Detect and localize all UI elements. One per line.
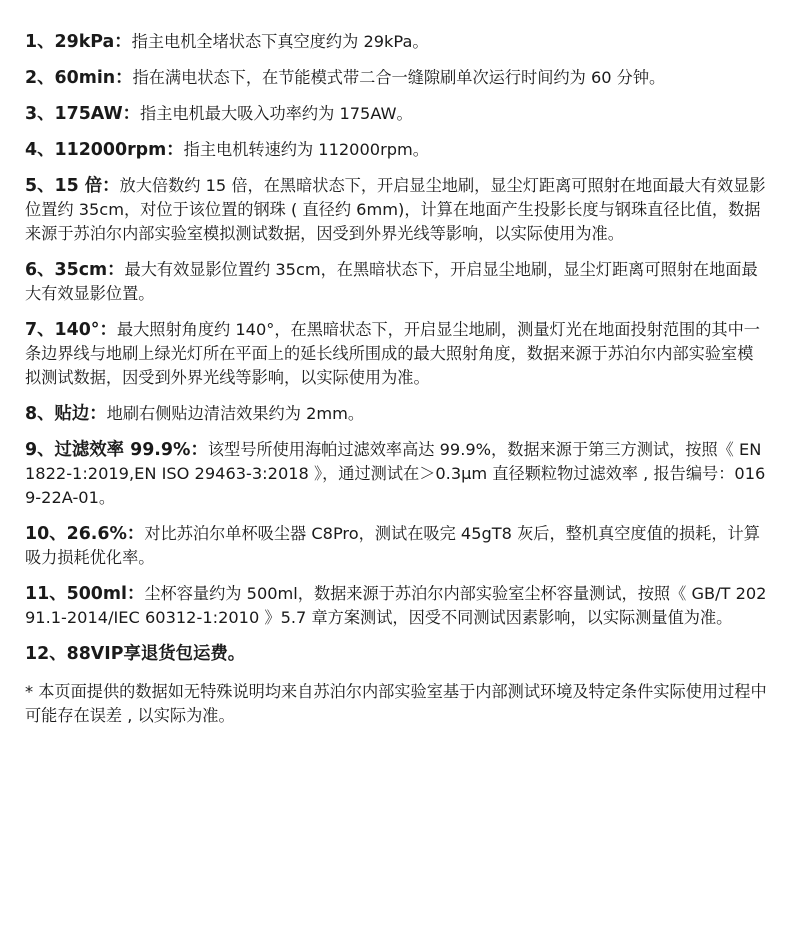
note-12-head: 12、88VIP享退货包运费。 bbox=[25, 644, 246, 664]
note-2 bbox=[25, 66, 767, 90]
note-6-head: 6、35cm： bbox=[25, 260, 125, 280]
note-5-head: 5、15 倍： bbox=[25, 176, 120, 196]
note-7-body: 最大照射角度约 140°，在黑暗状态下，开启显尘地刷，测量灯光在地面投射范围的其中一条边界线与地刷上绿光灯所在平面上的延长线所围成的最大照射角度，数据来源于苏泊尔内部实验室模拟测试数据，因受到外界光线等影响，以实际使用为准。 bbox=[25, 320, 760, 387]
note-2-body: 指在满电状态下，在节能模式带二合一缝隙刷单次运行时间约为 60 分钟。 bbox=[132, 68, 666, 87]
note-1-body: 指主电机全堵状态下真空度约为 29kPa。 bbox=[131, 32, 429, 51]
note-9-head: 9、过滤效率 99.9%： bbox=[25, 440, 208, 460]
note-8-head: 8、贴边： bbox=[25, 404, 107, 424]
note-12 bbox=[25, 642, 767, 666]
note-10 bbox=[25, 522, 767, 570]
note-11 bbox=[25, 582, 767, 630]
note-3-head: 3、175AW： bbox=[25, 104, 141, 124]
note-6 bbox=[25, 258, 767, 306]
disclaimer-footnote: * 本页面提供的数据如无特殊说明均来自苏泊尔内部实验室基于内部测试环境及特定条件实际使用过程中可能存在误差 , 以实际为准。 bbox=[25, 682, 767, 725]
note-9 bbox=[25, 438, 767, 510]
note-7 bbox=[25, 318, 767, 390]
note-4 bbox=[25, 138, 767, 162]
note-2-head: 2、60min： bbox=[25, 68, 133, 88]
note-11-body: 尘杯容量约为 500ml，数据来源于苏泊尔内部实验室尘杯容量测试，按照《 GB/T 20291.1-2014/IEC 60312-1:2010 》5.7 章方案测试，因受不同测试因素影响，以实际测量值为准。 bbox=[25, 584, 767, 627]
note-8 bbox=[25, 402, 767, 426]
note-1 bbox=[25, 30, 767, 54]
note-9-body: 该型号所使用海帕过滤效率高达 99.9%，数据来源于第三方测试，按照《 EN 1822-1:2019,EN ISO 29463-3:2018 》，通过测试在＞0.3μm 直径颗粒物过滤效率 , 报告编号：0169-22A-01。 bbox=[25, 440, 766, 507]
note-8-body: 地刷右侧贴边清洁效果约为 2mm。 bbox=[106, 404, 365, 423]
note-5-body: 放大倍数约 15 倍，在黑暗状态下，开启显尘地刷，显尘灯距离可照射在地面最大有效显影位置约 35cm，对位于该位置的钢珠 ( 直径约 6mm)，计算在地面产生投影长度与钢珠直径比值，数据来源于苏泊尔内部实验室模拟测试数据，因受到外界光线等影响，以实际使用为准。 bbox=[25, 176, 766, 243]
note-1-head: 1、29kPa： bbox=[25, 32, 132, 52]
note-4-body: 指主电机转速约为 112000rpm。 bbox=[183, 140, 429, 159]
note-7-head: 7、140°： bbox=[25, 320, 117, 340]
note-4-head: 4、112000rpm： bbox=[25, 140, 184, 160]
note-10-body: 对比苏泊尔单杯吸尘器 C8Pro，测试在吸完 45gT8 灰后，整机真空度值的损耗，计算吸力损耗优化率。 bbox=[25, 524, 760, 567]
note-11-head: 11、500ml： bbox=[25, 584, 145, 604]
note-5 bbox=[25, 174, 767, 246]
spec-notes-document bbox=[25, 30, 767, 744]
note-3 bbox=[25, 102, 767, 126]
note-3-body: 指主电机最大吸入功率约为 175AW。 bbox=[140, 104, 413, 123]
note-6-body: 最大有效显影位置约 35cm，在黑暗状态下，开启显尘地刷，显尘灯距离可照射在地面最大有效显影位置。 bbox=[25, 260, 758, 303]
note-10-head: 10、26.6%： bbox=[25, 524, 145, 544]
